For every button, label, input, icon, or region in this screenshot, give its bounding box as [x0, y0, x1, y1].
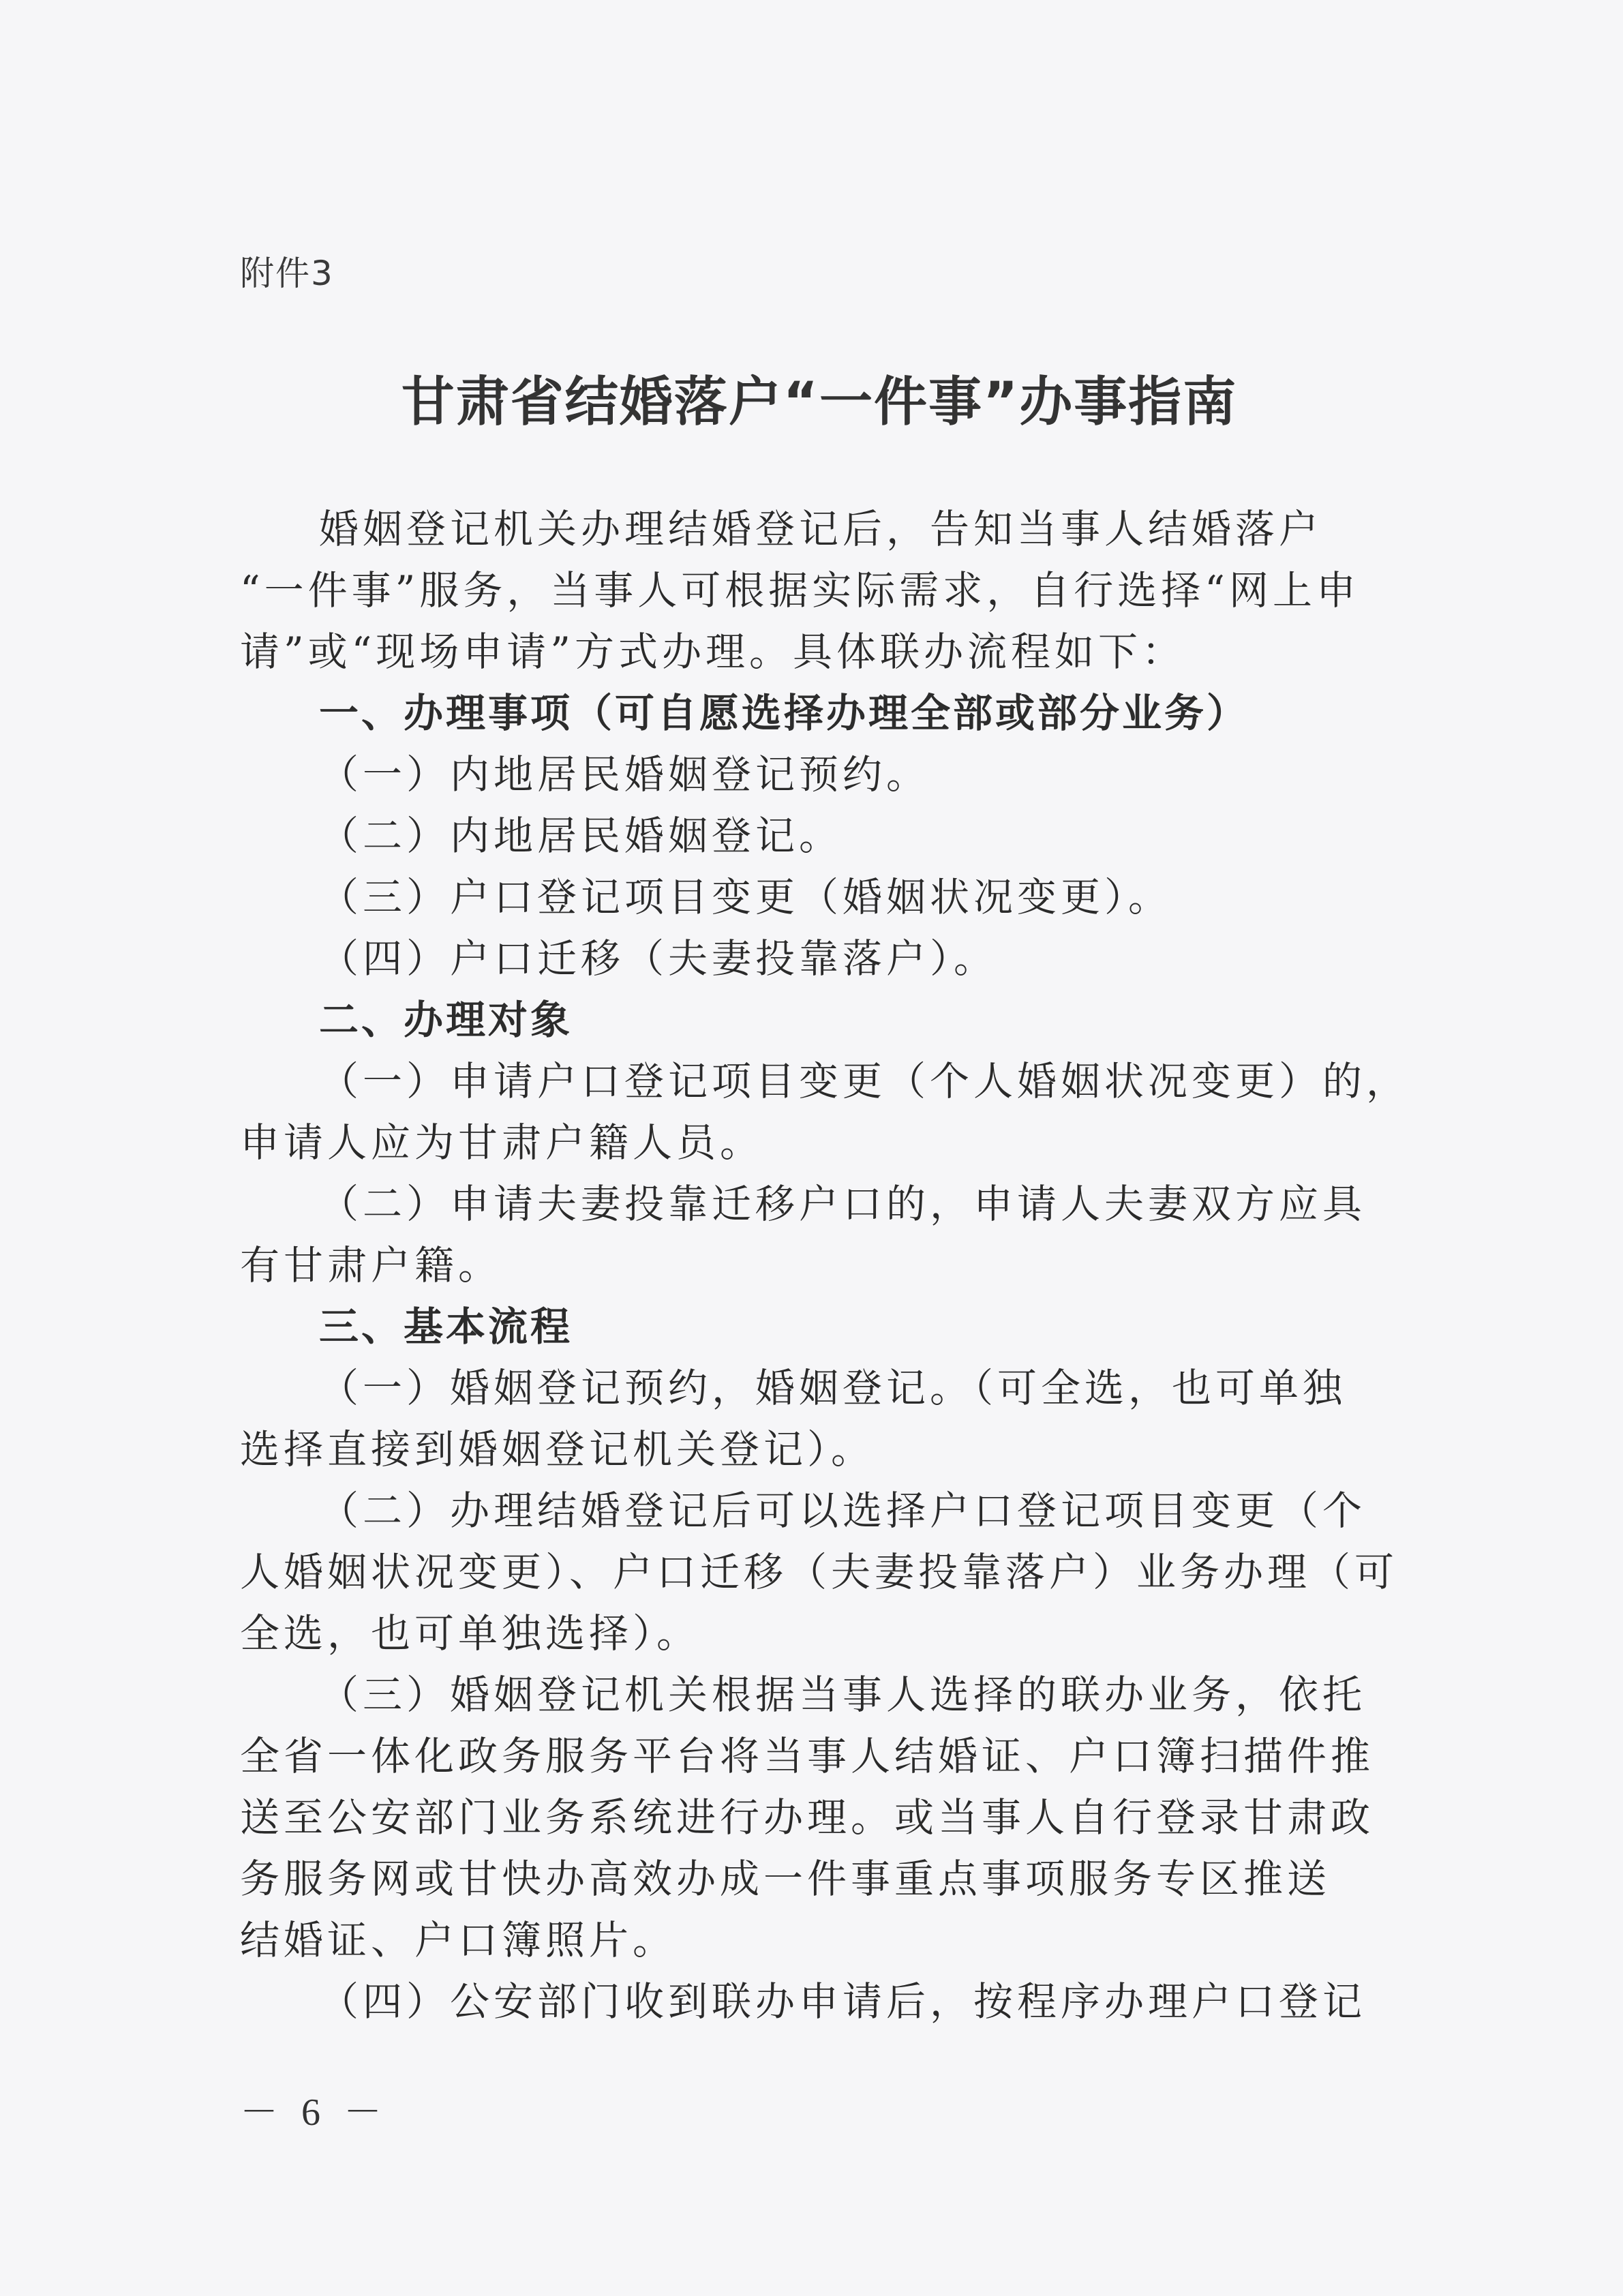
paragraph-line: 选择直接到婚姻登记机关登记）。 — [240, 1426, 875, 1472]
section-heading-2: 二、办理对象 — [319, 997, 573, 1043]
list-item: （一）内地居民婚姻登记预约。 — [319, 751, 930, 798]
attachment-label: 附件3 — [240, 254, 334, 293]
paragraph-line: 务服务网或甘快办高效办成一件事重点事项服务专区推送 — [240, 1856, 1331, 1902]
paragraph-line: （一）申请户口登记项目变更（个人婚姻状况变更）的， — [319, 1058, 1410, 1104]
paragraph-line: 结婚证、户口簿照片。 — [240, 1917, 677, 1963]
list-item: （四）户口迁移（夫妻投靠落户）。 — [319, 935, 998, 982]
paragraph-intro-line-1: 婚姻登记机关办理结婚登记后，告知当事人结婚落户 — [319, 506, 1323, 552]
paragraph-line: （一）婚姻登记预约，婚姻登记。（可全选，也可单独 — [319, 1365, 1347, 1411]
paragraph-intro-line-3: 请”或“现场申请”方式办理。具体联办流程如下： — [240, 629, 1185, 675]
paragraph-line: （二）办理结婚登记后可以选择户口登记项目变更（个 — [319, 1487, 1367, 1534]
paragraph-line: 申请人应为甘肃户籍人员。 — [240, 1119, 764, 1166]
paragraph-line: 全省一体化政务服务平台将当事人结婚证、户口簿扫描件推 — [240, 1733, 1375, 1779]
paragraph-line: （四）公安部门收到联办申请后，按程序办理户口登记 — [319, 1978, 1367, 2025]
paragraph-line: 全选，也可单独选择）。 — [240, 1610, 701, 1657]
paragraph-intro-line-2: “一件事”服务，当事人可根据实际需求，自行选择“网上申 — [240, 567, 1360, 614]
paragraph-line: 人婚姻状况变更）、户口迁移（夫妻投靠落户）业务办理（可 — [240, 1549, 1399, 1595]
page-title: 甘肃省结婚落户“一件事”办事指南 — [401, 372, 1238, 433]
paragraph-line: 送至公安部门业务系统进行办理。或当事人自行登录甘肃政 — [240, 1794, 1375, 1841]
paragraph-line: （二）申请夫妻投靠迁移户口的，申请人夫妻双方应具 — [319, 1181, 1367, 1227]
section-heading-1: 一、办理事项（可自愿选择办理全部或部分业务） — [319, 690, 1249, 736]
section-heading-3: 三、基本流程 — [319, 1303, 573, 1350]
list-item: （三）户口登记项目变更（婚姻状况变更）。 — [319, 874, 1172, 920]
paragraph-line: （三）婚姻登记机关根据当事人选择的联办业务，依托 — [319, 1672, 1367, 1718]
list-item: （二）内地居民婚姻登记。 — [319, 813, 843, 859]
paragraph-line: 有甘肃户籍。 — [240, 1242, 502, 1288]
page-number: － 6 － — [240, 2091, 389, 2134]
